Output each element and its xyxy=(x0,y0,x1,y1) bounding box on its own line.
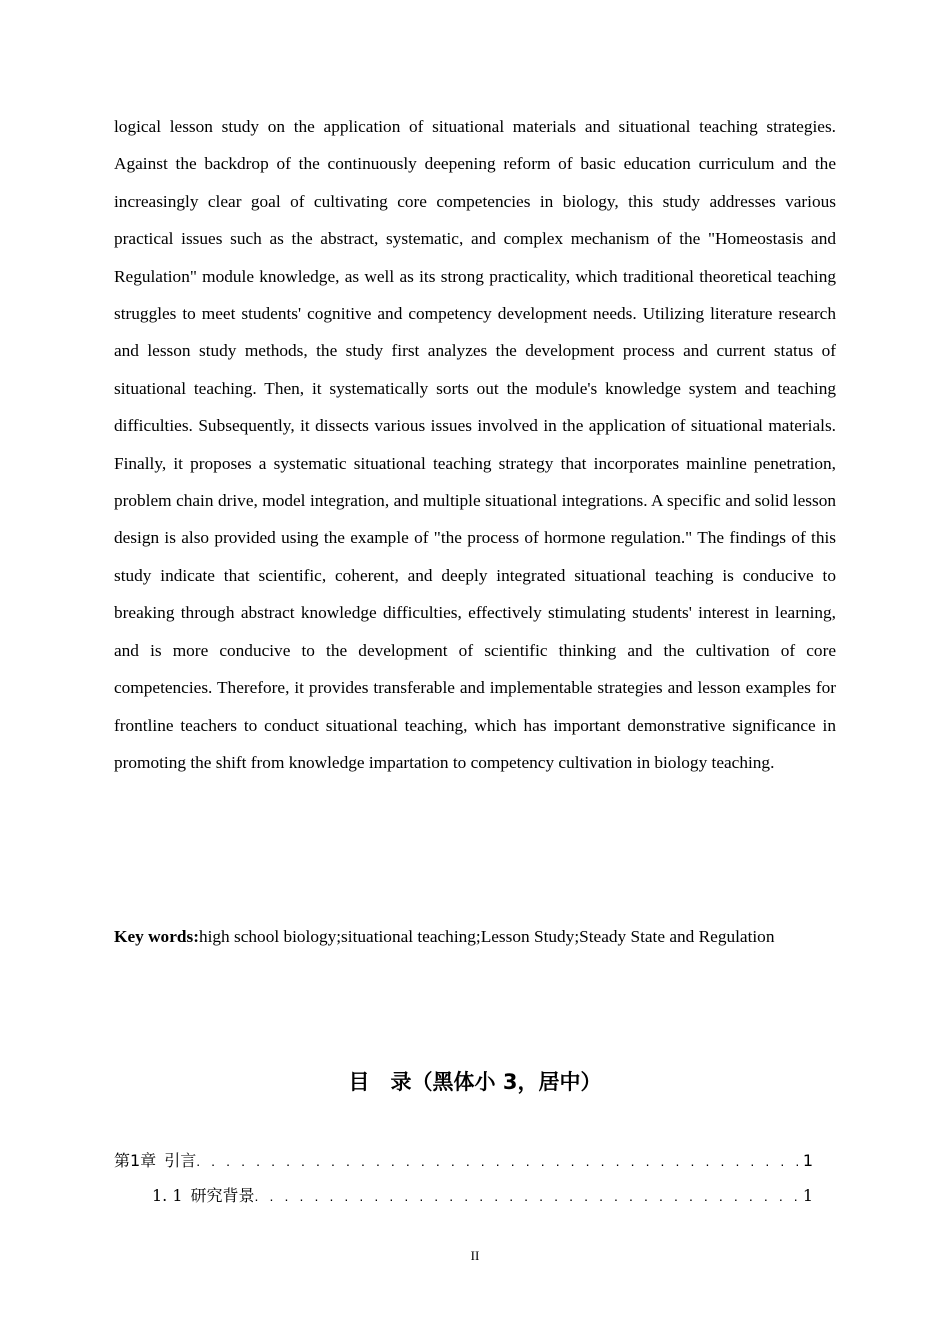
keywords-line xyxy=(114,920,836,954)
toc-entry-title: 研究背景 xyxy=(190,1186,255,1205)
toc-entry-number: 第1章 xyxy=(114,1151,157,1170)
toc-entry-section-1-1[interactable] xyxy=(152,1184,813,1208)
toc-entry-number: 1. 1 xyxy=(152,1186,183,1205)
page-number: II xyxy=(470,1248,480,1263)
toc-entry-label xyxy=(152,1184,255,1208)
toc-entry-page: 1 xyxy=(802,1186,813,1205)
abstract-paragraph: logical lesson study on the application of situational materials and situational teaching strategies. Against the backdrop of the continuously deepening reform of basic education curriculum and the increasingly clear goal of cultivating core competencies in biology, this study addresses various practical issues such as the abstract, systematic, and complex mechanism of the "Homeostasis and Regulation" module knowledge, as well as its strong practicality, which traditional theoretical teaching struggles to meet students' cognitive and competency development needs. Utilizing literature research and lesson study methods, the study first analyzes the development process and current status of situational teaching. Then, it systematically sorts out the module's knowledge system and teaching difficulties. Subsequently, it dissects various issues involved in the application of situational materials. Finally, it proposes a systematic situational teaching strategy that incorporates mainline penetration, problem chain drive, model integration, and multiple situational integrations. A specific and solid lesson design is also provided using the example of "the process of hormone regulation." The findings of this study indicate that scientific, coherent, and deeply integrated situational teaching is conducive to breaking through abstract knowledge difficulties, effectively stimulating students' interest in learning, and is more conducive to the development of scientific thinking and the cultivation of core competencies. Therefore, it provides transferable and implementable strategies and lesson examples for frontline teachers to conduct situational teaching, which has important demonstrative significance in promoting the shift from knowledge impartation to competency cultivation in biology teaching. xyxy=(114,117,836,772)
toc-dot-leader xyxy=(196,1149,801,1173)
keywords-label: Key words: xyxy=(114,927,199,946)
toc-entry-label xyxy=(114,1149,196,1173)
toc-title: 目 录（黑体小 3，居中） xyxy=(348,1070,602,1094)
toc-dot-leader xyxy=(255,1184,801,1208)
toc-entry-chapter-1[interactable] xyxy=(114,1149,813,1173)
toc-entry-page: 1 xyxy=(802,1151,813,1170)
toc-entry-title: 引言 xyxy=(164,1151,197,1170)
keywords-value: high school biology;situational teaching;Lesson Study;Steady State and Regulation xyxy=(198,927,775,946)
